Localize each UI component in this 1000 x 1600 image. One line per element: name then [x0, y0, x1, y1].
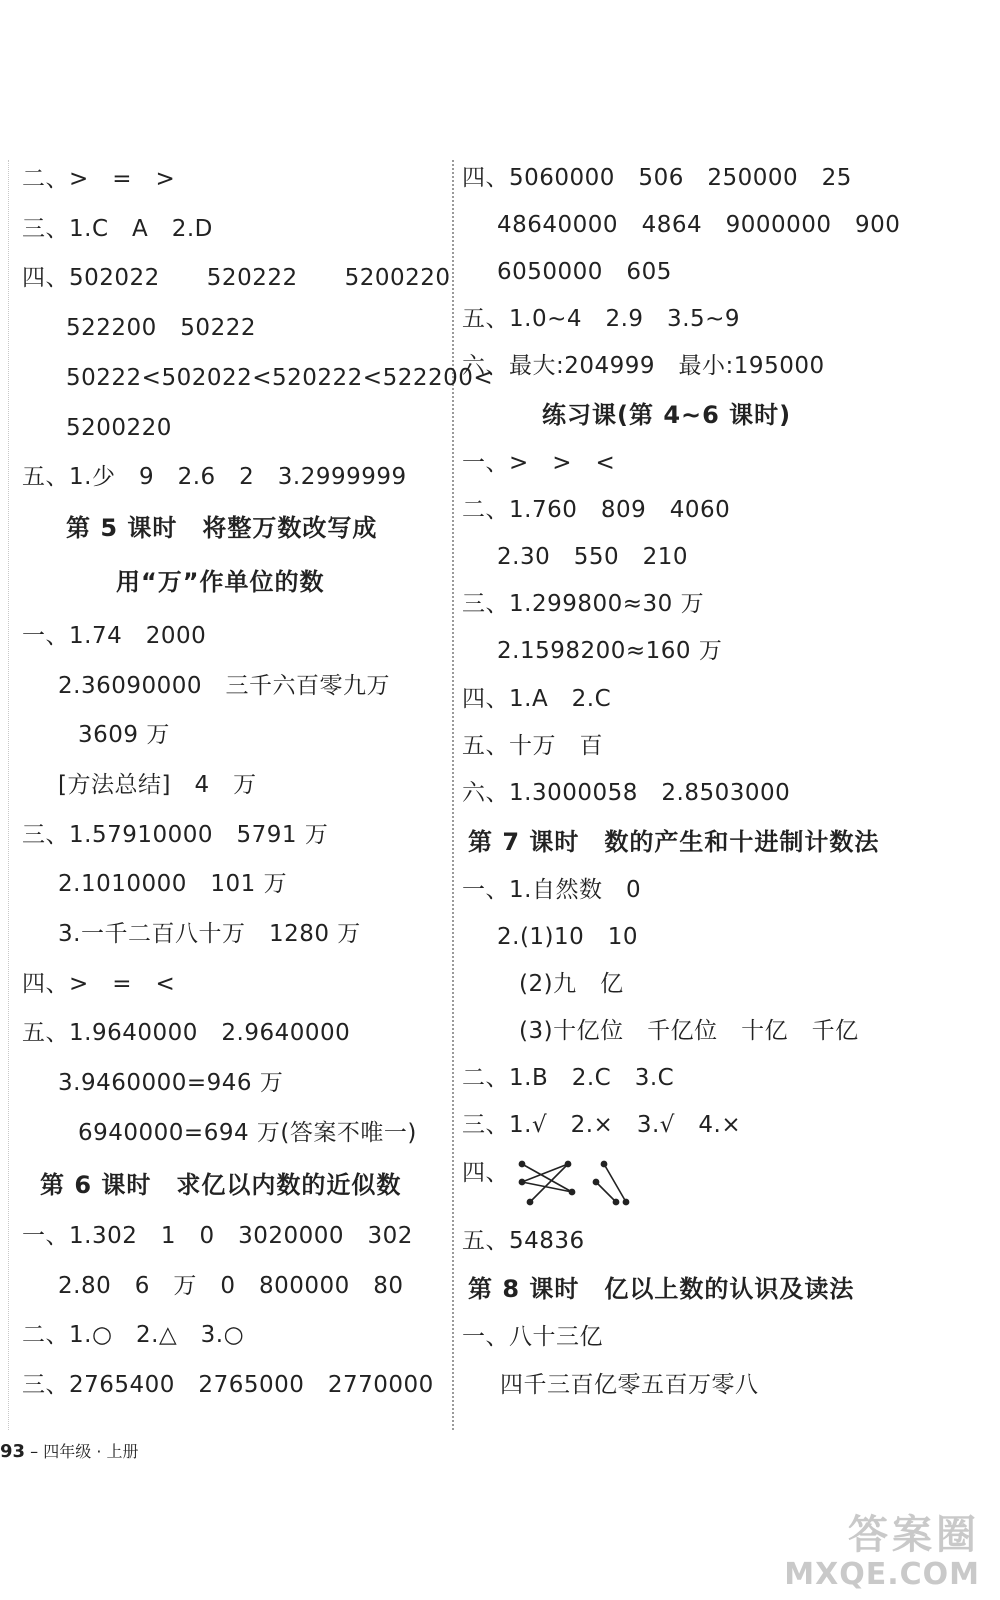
- answer-line: 五、54836: [462, 1228, 585, 1254]
- match-dot: [593, 1179, 598, 1184]
- answer-line: 三、2765400 2765000 2770000: [22, 1372, 434, 1398]
- answer-line: 522200 50222: [66, 315, 256, 341]
- column-divider: [452, 160, 454, 1430]
- answer-line: 三、1.57910000 5791 万: [22, 822, 329, 848]
- match-dot: [601, 1161, 606, 1166]
- answer-line: 二、1.760 809 4060: [462, 497, 731, 523]
- match-line: [530, 1164, 568, 1202]
- answer-line: 四、5060000 506 250000 25: [462, 165, 852, 191]
- answer-line: (2)九 亿: [519, 971, 624, 997]
- section-heading: 第 5 课时 将整万数改写成: [66, 514, 378, 542]
- method-summary: [方法总结] 4 万: [58, 772, 257, 798]
- answer-line: 五、十万 百: [462, 733, 603, 759]
- answer-line: 一、> > <: [462, 450, 616, 476]
- answer-line: 五、1.0~4 2.9 3.5~9: [462, 306, 741, 332]
- match-dot: [623, 1199, 628, 1204]
- answer-line: 6050000 605: [497, 259, 672, 285]
- match-line: [596, 1182, 616, 1202]
- match-dot: [527, 1199, 532, 1204]
- answer-line: 二、1.○ 2.△ 3.○: [22, 1322, 245, 1348]
- answer-line: 50222<502022<520222<522200<: [66, 365, 494, 391]
- matching-lines-diagram: [510, 1158, 640, 1210]
- footer-separator: –: [30, 1442, 39, 1461]
- watermark-title: 答案圈: [848, 1512, 980, 1558]
- answer-line: 5200220: [66, 415, 172, 441]
- answer-line: 6940000=694 万(答案不唯一): [78, 1120, 417, 1146]
- section-heading: 练习课(第 4~6 课时): [542, 401, 792, 429]
- match-dot: [565, 1161, 570, 1166]
- answer-line: 四、1.A 2.C: [462, 686, 612, 712]
- answer-line: 二、> = >: [22, 166, 176, 192]
- answer-line: 48640000 4864 9000000 900: [497, 212, 901, 238]
- answer-line: 五、1.少 9 2.6 2 3.2999999: [22, 464, 407, 490]
- answer-line: (3)十亿位 千亿位 十亿 千亿: [519, 1018, 859, 1044]
- answer-line: 六、1.3000058 2.8503000: [462, 780, 791, 806]
- answer-line: 二、1.B 2.C 3.C: [462, 1065, 675, 1091]
- section-heading: 第 6 课时 求亿以内数的近似数: [40, 1171, 402, 1199]
- grade-label: 四年级 · 上册: [43, 1442, 139, 1461]
- page-footer: [0, 1440, 139, 1464]
- answer-line: 3609 万: [78, 722, 170, 748]
- watermark-logo: [784, 1512, 980, 1592]
- answer-line: 四千三百亿零五百万零八: [500, 1372, 759, 1398]
- answer-line: 2.(1)10 10: [497, 924, 639, 950]
- answer-line: 2.30 550 210: [497, 544, 689, 570]
- answer-line: 2.1010000 101 万: [58, 871, 288, 897]
- answer-line: 3.9460000=946 万: [58, 1070, 284, 1096]
- match-dot: [519, 1179, 524, 1184]
- answer-line: 四、502022 520222 5200220: [22, 265, 451, 291]
- answer-line: 2.1598200≈160 万: [497, 638, 723, 664]
- answer-line: 一、1.302 1 0 3020000 302: [22, 1223, 413, 1249]
- section-heading: 第 7 课时 数的产生和十进制计数法: [468, 828, 880, 856]
- answer-line: 2.80 6 万 0 800000 80: [58, 1273, 404, 1299]
- watermark-url: MXQE.COM: [784, 1557, 980, 1592]
- section-heading: 第 8 课时 亿以上数的认识及读法: [468, 1275, 855, 1303]
- answer-line: 一、1.自然数 0: [462, 877, 642, 903]
- match-dot: [569, 1189, 574, 1194]
- match-dot: [613, 1199, 618, 1204]
- answer-line: 五、1.9640000 2.9640000: [22, 1020, 351, 1046]
- match-line: [604, 1164, 626, 1202]
- answer-line: 2.36090000 三千六百零九万: [58, 673, 391, 699]
- answer-line: 三、1.C A 2.D: [22, 216, 213, 242]
- answer-line: 三、1.299800≈30 万: [462, 591, 705, 617]
- match-dot: [519, 1161, 524, 1166]
- answer-line: 四、: [462, 1160, 509, 1186]
- page-number: 93: [0, 1441, 26, 1462]
- answer-line: 三、1.√ 2.× 3.√ 4.×: [462, 1112, 742, 1138]
- left-margin-rule: [8, 160, 9, 1430]
- answer-line: 一、1.74 2000: [22, 623, 207, 649]
- answer-line: 六、最大:204999 最小:195000: [462, 353, 825, 379]
- match-line: [522, 1164, 568, 1182]
- section-heading: 用“万”作单位的数: [116, 568, 325, 596]
- answer-line: 一、八十三亿: [462, 1324, 603, 1350]
- answer-line: 四、> = <: [22, 971, 176, 997]
- answer-line: 3.一千二百八十万 1280 万: [58, 921, 361, 947]
